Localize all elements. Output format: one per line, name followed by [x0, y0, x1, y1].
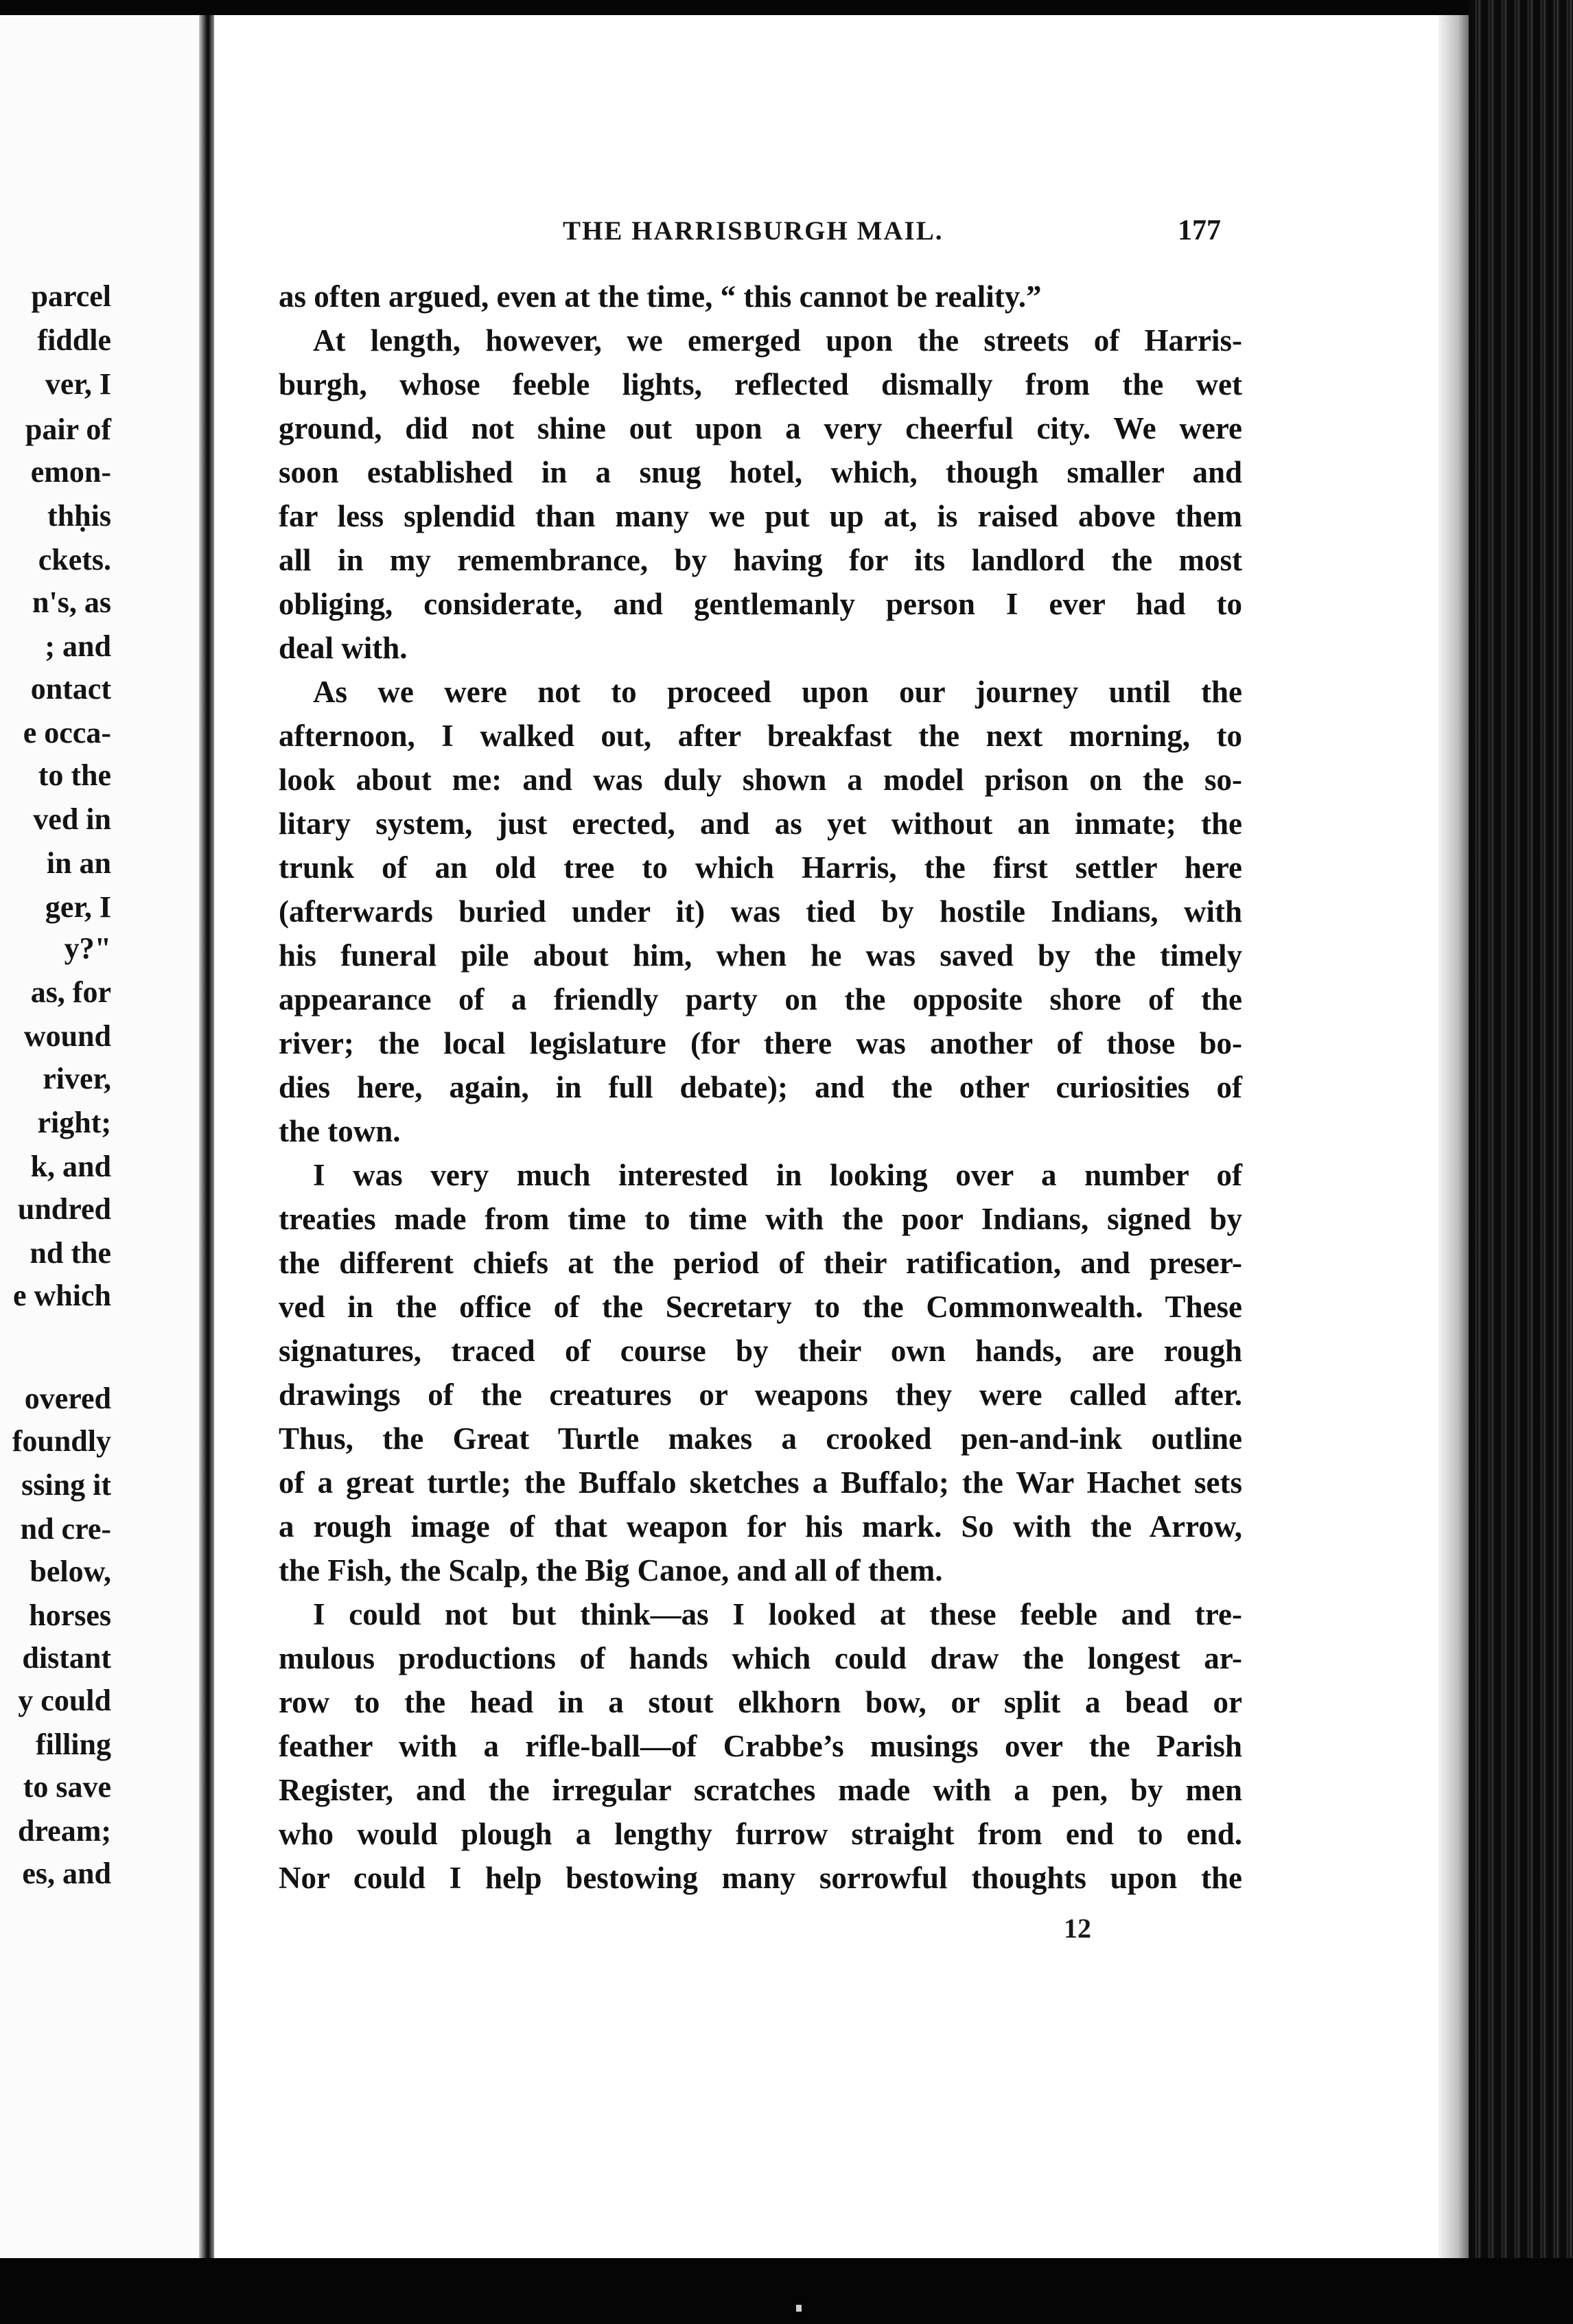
signature-mark: 12 — [1064, 1913, 1091, 1944]
text-line: obliging, considerate, and gentlemanly person I ever had to — [279, 587, 1242, 621]
text-line: ved in the office of the Secretary to the Commonwealth. These — [279, 1290, 1242, 1324]
text-line: trunk of an old tree to which Harris, the first settler here — [279, 850, 1242, 885]
facing-page-fragment: y?" — [64, 931, 111, 965]
facing-page-fragment: distant — [22, 1641, 111, 1675]
facing-page-left — [0, 15, 199, 2258]
facing-page-fragment: undred — [17, 1192, 111, 1226]
facing-page-fragment: right; — [37, 1106, 111, 1139]
facing-page-fragment: ontact — [30, 672, 111, 706]
text-line: soon established in a snug hotel, which, though smaller and — [279, 455, 1242, 489]
facing-page-fragment: ver, I — [45, 367, 111, 401]
text-line: look about me: and was duly shown a model prison on the so- — [279, 763, 1242, 797]
facing-page-fragment: to save — [23, 1770, 111, 1804]
scan-speck — [796, 2305, 802, 2312]
facing-page-fragment: to the — [38, 758, 111, 792]
text-line: the town. — [279, 1114, 401, 1148]
facing-page-fragment: ckets. — [38, 543, 111, 577]
facing-page-fragment: dream; — [17, 1814, 111, 1848]
text-line: dies here, again, in full debate); and the other curiosities of — [279, 1070, 1242, 1104]
facing-page-fragment: parcel — [31, 279, 111, 313]
facing-page-fragment: nd the — [30, 1236, 111, 1270]
text-line: far less splendid than many we put up at, is raised above them — [279, 499, 1242, 533]
facing-page-fragment: ger, I — [45, 890, 111, 924]
text-line: Nor could I help bestowing many sorrowful thoughts upon the — [279, 1861, 1242, 1895]
facing-page-fragment: ved in — [33, 802, 111, 836]
facing-page-fragment: pair of — [25, 412, 111, 446]
facing-page-fragment: filling — [35, 1728, 111, 1761]
text-line: At length, however, we emerged upon the streets of Harris- — [313, 323, 1242, 358]
text-line: I was very much interested in looking over a number of — [313, 1158, 1242, 1192]
book-gutter — [199, 15, 214, 2258]
text-line: row to the head in a stout elkhorn bow, or split a bead or — [279, 1685, 1242, 1719]
text-line: as often argued, even at the time, “ this cannot be reality.” — [279, 279, 1042, 314]
facing-page-fragment: e which — [13, 1279, 111, 1312]
facing-page-fragment: fiddle — [37, 323, 111, 357]
text-line: feather with a rifle-ball—of Crabbe’s musings over the Parish — [279, 1729, 1242, 1763]
page-number: 177 — [1178, 215, 1221, 246]
text-line: of a great turtle; the Buffalo sketches a Buffalo; the War Hachet sets — [279, 1465, 1242, 1500]
text-line: river; the local legislature (for there was another of those bo- — [279, 1026, 1242, 1060]
text-line: burgh, whose feeble lights, reflected dismally from the wet — [279, 367, 1242, 402]
facing-page-fragment: n's, as — [32, 585, 111, 619]
facing-page-fragment: nd cre- — [20, 1512, 111, 1546]
facing-page-fragment: as, for — [30, 975, 111, 1009]
text-line: treaties made from time to time with the poor Indians, signed by — [279, 1202, 1242, 1236]
facing-page-fragment: below, — [30, 1555, 111, 1588]
text-line: appearance of a friendly party on the opposite shore of the — [279, 982, 1242, 1016]
text-line: deal with. — [279, 631, 408, 665]
text-line: a rough image of that weapon for his mark. So with the Arrow, — [279, 1509, 1242, 1544]
text-line: who would plough a lengthy furrow straight from end to end. — [279, 1817, 1242, 1851]
facing-page-fragment: es, and — [22, 1857, 111, 1890]
running-head: THE HARRISBURGH MAIL. — [563, 216, 944, 246]
text-line: mulous productions of hands which could draw the longest ar- — [279, 1641, 1242, 1675]
text-line: As we were not to proceed upon our journey until the — [313, 675, 1242, 709]
facing-page-fragment: e occa- — [23, 716, 111, 750]
text-line: (afterwards buried under it) was tied by hostile Indians, with — [279, 894, 1242, 929]
page-edge-shadow — [1438, 15, 1471, 2258]
page-block-edge — [1469, 0, 1573, 2324]
text-line: Thus, the Great Turtle makes a crooked pen-and-ink outline — [279, 1421, 1242, 1456]
facing-page-fragment: river, — [43, 1062, 111, 1095]
text-line: the Fish, the Scalp, the Big Canoe, and all of them. — [279, 1553, 943, 1588]
text-line: all in my remembrance, by having for its landlord the most — [279, 543, 1242, 577]
text-line: Register, and the irregular scratches made with a pen, by men — [279, 1773, 1242, 1807]
text-line: afternoon, I walked out, after breakfast the next morning, to — [279, 719, 1242, 753]
facing-page-fragment: thḥis — [47, 499, 111, 533]
facing-page-fragment: emon- — [30, 455, 111, 489]
text-line: ground, did not shine out upon a very cheerful city. We were — [279, 411, 1242, 445]
text-line: signatures, traced of course by their own hands, are rough — [279, 1334, 1242, 1368]
text-line: drawings of the creatures or weapons they were called after. — [279, 1378, 1242, 1412]
facing-page-fragment: foundly — [12, 1424, 111, 1458]
facing-page-fragment: in an — [46, 846, 111, 880]
body-text — [279, 275, 1242, 1900]
text-line: I could not but think—as I looked at these feeble and tre- — [313, 1597, 1242, 1631]
facing-page-fragment: horses — [29, 1599, 111, 1632]
text-line: his funeral pile about him, when he was saved by the timely — [279, 938, 1242, 973]
facing-page-fragment: y could — [18, 1684, 111, 1717]
scan-border-bottom — [0, 2258, 1573, 2324]
facing-page-fragment: wound — [23, 1019, 111, 1053]
scan-border-top — [0, 0, 1573, 15]
text-line: litary system, just erected, and as yet without an inmate; the — [279, 806, 1242, 841]
facing-page-fragment: overed — [24, 1382, 111, 1415]
facing-page-fragment: ; and — [45, 629, 111, 663]
text-line: the different chiefs at the period of their ratification, and preser- — [279, 1246, 1242, 1280]
facing-page-fragment: k, and — [30, 1150, 111, 1183]
facing-page-fragment: ssing it — [21, 1468, 111, 1502]
